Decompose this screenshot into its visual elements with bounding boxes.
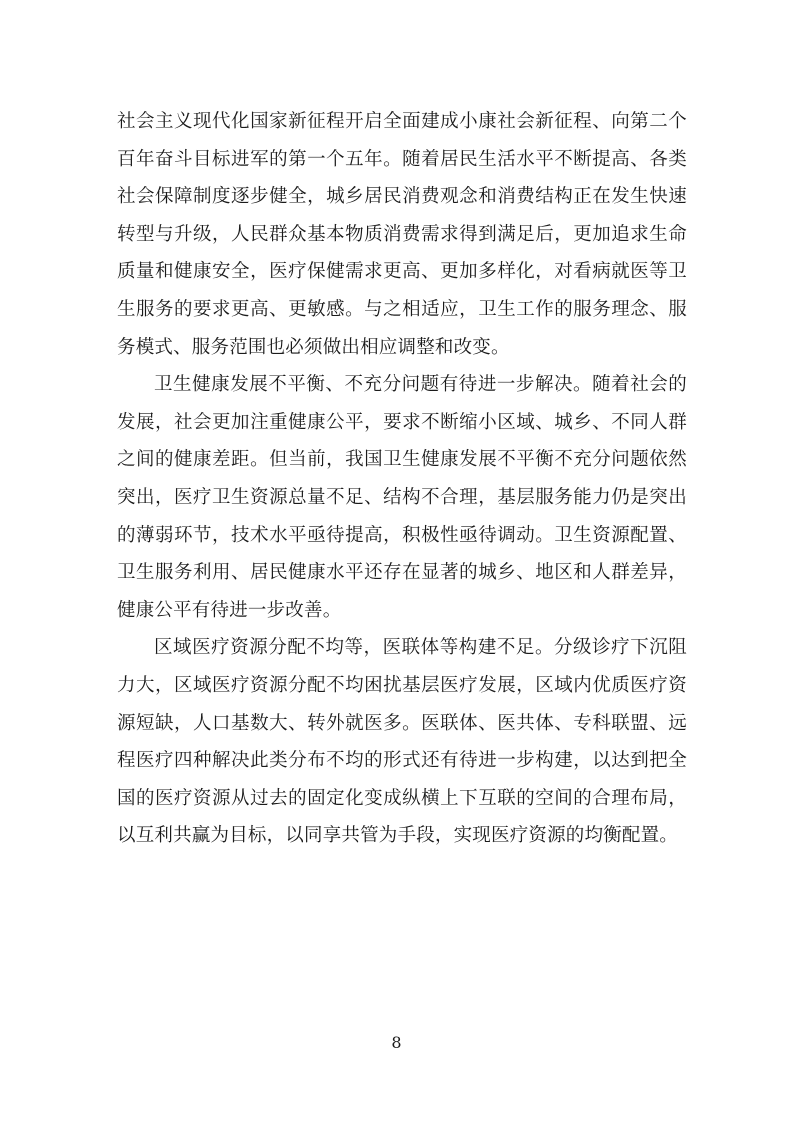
paragraph-1 — [117, 103, 687, 366]
text-line: 质量和健康安全，医疗保健需求更高、更加多样化，对看病就医等卫 — [117, 261, 687, 283]
text-line: 程医疗四种解决此类分布不均的形式还有待进一步构建，以达到把全 — [117, 750, 687, 772]
paragraph-2 — [117, 366, 687, 629]
text-line: 源短缺，人口基数大、转外就医多。医联体、医共体、专科联盟、远 — [117, 712, 687, 734]
text-line: 卫生健康发展不平衡、不充分问题有待进一步解决。随着社会的 — [154, 374, 687, 396]
text-line: 务模式、服务范围也必须做出相应调整和改变。 — [117, 336, 510, 358]
text-line: 社会主义现代化国家新征程开启全面建成小康社会新征程、向第二个 — [117, 111, 687, 132]
text-line: 力大，区域医疗资源分配不均困扰基层医疗发展，区域内优质医疗资 — [117, 674, 687, 696]
document-body — [117, 103, 687, 855]
text-line: 以互利共赢为目标，以同享共管为手段，实现医疗资源的均衡配置。 — [117, 825, 679, 847]
text-line: 百年奋斗目标进军的第一个五年。随着居民生活水平不断提高、各类 — [117, 148, 687, 170]
page-number: 8 — [391, 1033, 402, 1052]
text-line: 生服务的要求更高、更敏感。与之相适应，卫生工作的服务理念、服 — [117, 298, 687, 320]
text-line: 社会保障制度逐步健全，城乡居民消费观念和消费结构正在发生快速 — [117, 186, 687, 208]
text-line: 的薄弱环节，技术水平亟待提高，积极性亟待调动。卫生资源配置、 — [117, 524, 687, 546]
text-line: 之间的健康差距。但当前，我国卫生健康发展不平衡不充分问题依然 — [117, 449, 687, 471]
text-line: 国的医疗资源从过去的固定化变成纵横上下互联的空间的合理布局， — [117, 787, 687, 809]
paragraph-3 — [117, 629, 687, 855]
text-line: 发展，社会更加注重健康公平，要求不断缩小区域、城乡、不同人群 — [117, 411, 687, 433]
text-line: 区域医疗资源分配不均等，医联体等构建不足。分级诊疗下沉阻 — [154, 637, 687, 659]
text-line: 健康公平有待进一步改善。 — [117, 599, 342, 621]
text-line: 转型与升级，人民群众基本物质消费需求得到满足后，更加追求生命 — [117, 223, 687, 245]
text-line: 卫生服务利用、居民健康水平还存在显著的城乡、地区和人群差异， — [117, 562, 687, 584]
text-line: 突出，医疗卫生资源总量不足、结构不合理，基层服务能力仍是突出 — [117, 486, 687, 508]
